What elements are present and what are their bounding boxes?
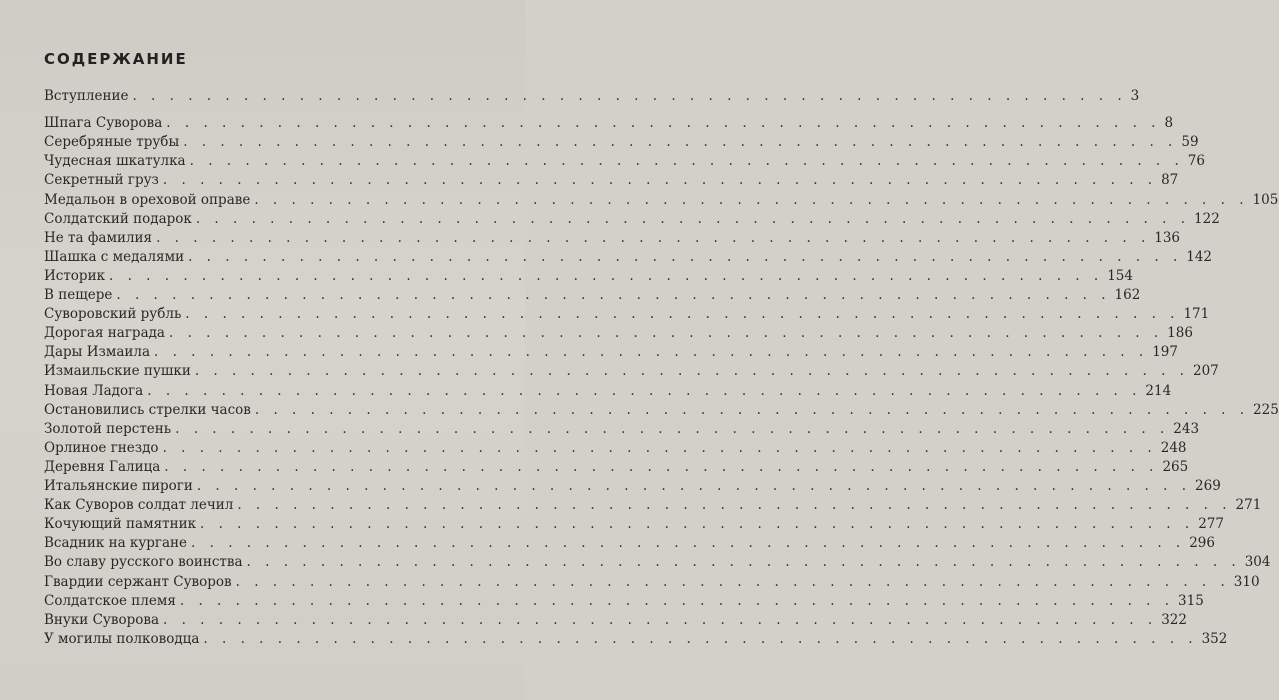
toc-entry bbox=[44, 226, 1181, 246]
toc-entry-title: Медальон в ореховой оправе bbox=[44, 191, 251, 208]
toc-entry-title: Всадник на кургане bbox=[44, 535, 188, 552]
toc-entry-title: Орлиное гнездо bbox=[44, 439, 159, 456]
toc-entry-page: 315 bbox=[1178, 592, 1204, 609]
toc-entry-title: Серебряные трубы bbox=[44, 134, 180, 151]
toc-entry bbox=[44, 550, 1271, 571]
toc-entry-page: 105 bbox=[1252, 191, 1279, 208]
toc-entry-title: Кочующий памятник bbox=[44, 516, 197, 533]
toc-entry-title: Остановились стрелки часов bbox=[44, 401, 251, 418]
toc-entry-page: 304 bbox=[1244, 554, 1271, 571]
toc-entry-title: Шашка с медалями bbox=[44, 248, 185, 265]
toc-entry bbox=[44, 340, 1178, 361]
toc-entry bbox=[44, 130, 1199, 151]
toc-entry-page: 269 bbox=[1195, 478, 1221, 494]
toc-entry-page: 76 bbox=[1187, 153, 1205, 170]
toc-entry bbox=[44, 531, 1215, 552]
toc-entry-title: Дорогая награда bbox=[44, 325, 165, 342]
toc-entry-title: Секретный груз bbox=[44, 172, 159, 189]
toc-entry-page: 142 bbox=[1186, 248, 1213, 265]
toc-entry-title: Гвардии сержант Суворов bbox=[44, 573, 232, 590]
toc-leader-dots: . . . . . . . . . . . . . . . . . . . . . . . . . . . . . . . . . . . . . . . . . . . . . . . . . . . . . . bbox=[163, 611, 1158, 628]
toc-entry-page: 197 bbox=[1152, 344, 1178, 361]
toc-entry-page: 277 bbox=[1198, 516, 1224, 533]
toc-entry bbox=[44, 283, 1141, 303]
toc-entry-title: В пещере bbox=[44, 287, 113, 303]
toc-entry-page: 352 bbox=[1201, 630, 1228, 647]
toc-entry-page: 87 bbox=[1161, 172, 1179, 189]
toc-entry-page: 296 bbox=[1189, 535, 1215, 552]
toc-entry-title: Не та фамилия bbox=[44, 229, 153, 246]
toc-entry bbox=[44, 398, 1279, 418]
toc-leader-dots: . . . . . . . . . . . . . . . . . . . . . . . . . . . . . . . . . . . . . . . . . . . . . . . . . . . . . . bbox=[195, 210, 1191, 227]
toc-entry-page: 265 bbox=[1162, 458, 1189, 475]
toc-leader-dots: . . . . . . . . . . . . . . . . . . . . . . . . . . . . . . . . . . . . . . . . . . . . . . . . . . . . . . bbox=[237, 497, 1232, 514]
toc-leader-dots: . . . . . . . . . . . . . . . . . . . . . . . . . . . . . . . . . . . . . . . . . . . . . . . . . . . . . . bbox=[162, 172, 1158, 189]
toc-entry bbox=[44, 379, 1172, 399]
toc-leader-dots: . . . . . . . . . . . . . . . . . . . . . . . . . . . . . . . . . . . . . . . . . . . . . . . . . . . . . . bbox=[254, 191, 1249, 208]
toc-entry-title: Солдатский подарок bbox=[44, 210, 192, 227]
toc-entry bbox=[44, 417, 1200, 437]
toc-entry bbox=[44, 570, 1260, 590]
toc-entry-title: Солдатское племя bbox=[44, 592, 176, 609]
toc-leader-dots: . . . . . . . . . . . . . . . . . . . . . . . . . . . . . . . . . . . . . . . . . . . . . . . . . . . . . . bbox=[188, 248, 1183, 265]
toc-entry bbox=[44, 589, 1204, 609]
toc-leader-dots: . . . . . . . . . . . . . . . . . . . . . . . . . . . . . . . . . . . . . . . . . . . . . . . . . . . . . . bbox=[162, 439, 1157, 456]
toc-entry bbox=[44, 168, 1179, 189]
toc-entry bbox=[44, 608, 1187, 628]
toc-leader-dots: . . . . . . . . . . . . . . . . . . . . . . . . . . . . . . . . . . . . . . . . . . . . . . . . . . . . . . bbox=[109, 267, 1104, 284]
toc-entry-page: 214 bbox=[1145, 382, 1172, 399]
toc-entry-title: Внуки Суворова bbox=[44, 611, 160, 628]
toc-entry bbox=[44, 359, 1219, 380]
toc-entry bbox=[44, 245, 1213, 265]
toc-leader-dots: . . . . . . . . . . . . . . . . . . . . . . . . . . . . . . . . . . . . . . . . . . . . . . . . . . . . . . bbox=[196, 478, 1192, 494]
toc-leader-dots: . . . . . . . . . . . . . . . . . . . . . . . . . . . . . . . . . . . . . . . . . . . . . . . . . . . . . . bbox=[156, 229, 1151, 246]
toc-entry bbox=[44, 302, 1210, 323]
toc-leader-dots: . . . . . . . . . . . . . . . . . . . . . . . . . . . . . . . . . . . . . . . . . . . . . . . . . . . . . . bbox=[185, 306, 1180, 323]
toc-leader-dots: . . . . . . . . . . . . . . . . . . . . . . . . . . . . . . . . . . . . . . . . . . . . . . . . . . . . . . bbox=[183, 134, 1178, 151]
toc-leader-dots: . . . . . . . . . . . . . . . . . . . . . . . . . . . . . . . . . . . . . . . . . . . . . . . . . . . . . . bbox=[168, 325, 1164, 342]
toc-entry bbox=[44, 455, 1189, 475]
toc-entry-title: Дары Измаила bbox=[44, 344, 151, 361]
toc-leader-dots: . . . . . . . . . . . . . . . . . . . . . . . . . . . . . . . . . . . . . . . . . . . . . . . . . . . . . . bbox=[164, 458, 1159, 475]
toc-entry bbox=[44, 207, 1220, 227]
toc-entry-title: Как Суворов солдат лечил bbox=[44, 497, 234, 514]
toc-entry-page: 154 bbox=[1107, 267, 1133, 284]
toc-leader-dots: . . . . . . . . . . . . . . . . . . . . . . . . . . . . . . . . . . . . . . . . . . . . . . . . . . . . . . bbox=[246, 554, 1241, 571]
toc-entry-page: 122 bbox=[1194, 210, 1220, 227]
toc-entry-title: Чудесная шкатулка bbox=[44, 153, 186, 170]
toc-entry-page: 271 bbox=[1235, 497, 1262, 514]
toc-entry-title: Историк bbox=[44, 267, 106, 284]
toc-entry bbox=[44, 627, 1228, 647]
toc-entry-page: 171 bbox=[1183, 306, 1210, 323]
toc-leader-dots: . . . . . . . . . . . . . . . . . . . . . . . . . . . . . . . . . . . . . . . . . . . . . . . . . . . . . . bbox=[189, 153, 1184, 170]
toc-leader-dots: . . . . . . . . . . . . . . . . . . . . . . . . . . . . . . . . . . . . . . . . . . . . . . . . . . . . . . bbox=[254, 401, 1250, 418]
toc-entry-page: 322 bbox=[1161, 611, 1187, 628]
toc-leader-dots: . . . . . . . . . . . . . . . . . . . . . . . . . . . . . . . . . . . . . . . . . . . . . . . . . . . . . . bbox=[166, 115, 1161, 132]
toc-leader-dots: . . . . . . . . . . . . . . . . . . . . . . . . . . . . . . . . . . . . . . . . . . . . . . . . . . . . . . bbox=[179, 592, 1175, 609]
toc-entry-title: Измаильские пушки bbox=[44, 363, 191, 380]
toc-entry-title: Во славу русского воинства bbox=[44, 554, 243, 571]
toc-entry-title: Золотой перстень bbox=[44, 420, 172, 437]
toc-entry-title: Новая Ладога bbox=[44, 382, 144, 399]
toc-entry-title: Вступление bbox=[44, 88, 129, 104]
toc-entry-page: 8 bbox=[1164, 115, 1174, 132]
toc-entry-title: Деревня Галица bbox=[44, 458, 161, 475]
toc-entry-title: Итальянские пироги bbox=[44, 478, 193, 494]
toc-leader-dots: . . . . . . . . . . . . . . . . . . . . . . . . . . . . . . . . . . . . . . . . . . . . . . . . . . . . . . bbox=[175, 420, 1170, 437]
toc-entry bbox=[44, 264, 1133, 284]
toc-entry-title: Шпага Суворова bbox=[44, 115, 163, 132]
toc-leader-dots: . . . . . . . . . . . . . . . . . . . . . . . . . . . . . . . . . . . . . . . . . . . . . . . . . . . . . . bbox=[194, 363, 1189, 380]
toc-entry bbox=[44, 474, 1221, 494]
toc-entry-page: 207 bbox=[1192, 363, 1219, 380]
toc-leader-dots: . . . . . . . . . . . . . . . . . . . . . . . . . . . . . . . . . . . . . . . . . . . . . . . . . . . . . . bbox=[132, 88, 1127, 104]
toc-entry bbox=[44, 493, 1262, 514]
toc-leader-dots: . . . . . . . . . . . . . . . . . . . . . . . . . . . . . . . . . . . . . . . . . . . . . . . . . . . . . . bbox=[235, 573, 1230, 590]
toc-entry-page: 186 bbox=[1167, 325, 1193, 342]
toc-leader-dots: . . . . . . . . . . . . . . . . . . . . . . . . . . . . . . . . . . . . . . . . . . . . . . . . . . . . . . bbox=[147, 382, 1142, 399]
toc-entry-page: 136 bbox=[1154, 229, 1181, 246]
toc-entry bbox=[44, 188, 1279, 208]
toc-entry-page: 3 bbox=[1130, 88, 1140, 104]
toc-entry-page: 243 bbox=[1173, 420, 1200, 437]
toc-entry-page: 310 bbox=[1233, 573, 1260, 590]
toc-entry-title: Суворовский рубль bbox=[44, 306, 182, 323]
toc-entry bbox=[44, 149, 1205, 170]
toc-entry bbox=[44, 84, 1140, 104]
toc-entry-page: 248 bbox=[1160, 439, 1187, 456]
toc-entry-title: У могилы полководца bbox=[44, 630, 200, 647]
toc-leader-dots: . . . . . . . . . . . . . . . . . . . . . . . . . . . . . . . . . . . . . . . . . . . . . . . . . . . . . . bbox=[154, 344, 1149, 361]
toc-entry-page: 162 bbox=[1114, 287, 1141, 303]
toc-leader-dots: . . . . . . . . . . . . . . . . . . . . . . . . . . . . . . . . . . . . . . . . . . . . . . . . . . . . . . bbox=[203, 630, 1198, 647]
toc-leader-dots: . . . . . . . . . . . . . . . . . . . . . . . . . . . . . . . . . . . . . . . . . . . . . . . . . . . . . . bbox=[116, 287, 1111, 303]
page-title: СОДЕРЖАНИЕ bbox=[44, 50, 188, 68]
toc-entry bbox=[44, 111, 1174, 132]
toc-entry-page: 59 bbox=[1181, 134, 1199, 151]
toc-entry bbox=[44, 512, 1224, 533]
toc-entry-page: 225 bbox=[1253, 401, 1279, 418]
toc-entry bbox=[44, 436, 1187, 456]
toc-leader-dots: . . . . . . . . . . . . . . . . . . . . . . . . . . . . . . . . . . . . . . . . . . . . . . . . . . . . . . bbox=[191, 535, 1186, 552]
toc-leader-dots: . . . . . . . . . . . . . . . . . . . . . . . . . . . . . . . . . . . . . . . . . . . . . . . . . . . . . . bbox=[200, 516, 1195, 533]
toc-entry bbox=[44, 321, 1193, 342]
